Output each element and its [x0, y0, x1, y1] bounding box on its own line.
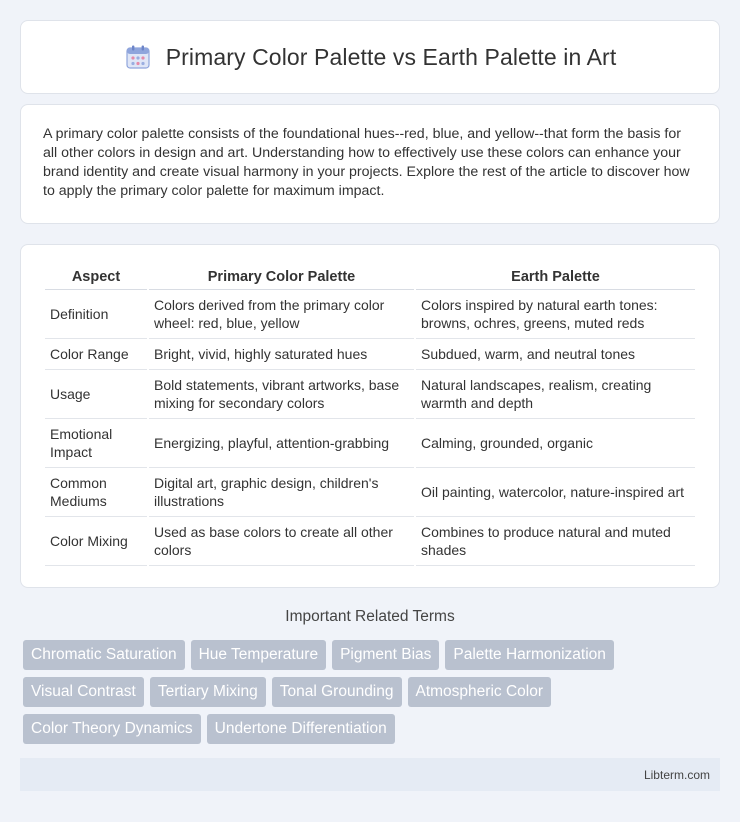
tag-row — [23, 677, 723, 707]
header-card — [20, 20, 720, 94]
table-row — [45, 468, 695, 517]
tag-row — [23, 640, 723, 670]
tag-tertiary-mixing[interactable]: Tertiary Mixing — [150, 677, 266, 707]
table-cell-earth: Colors inspired by natural earth tones: browns, ochres, greens, muted reds — [416, 290, 695, 339]
calendar-icon — [124, 43, 152, 71]
tag-visual-contrast[interactable]: Visual Contrast — [23, 677, 144, 707]
tag-pigment-bias[interactable]: Pigment Bias — [332, 640, 439, 670]
tag-tonal-grounding[interactable]: Tonal Grounding — [272, 677, 402, 707]
table-cell-primary: Bright, vivid, highly saturated hues — [149, 339, 414, 370]
tag-hue-temperature[interactable]: Hue Temperature — [191, 640, 326, 670]
tag-atmospheric-color[interactable]: Atmospheric Color — [408, 677, 552, 707]
tag-row — [23, 714, 723, 744]
table-cell-earth: Subdued, warm, and neutral tones — [416, 339, 695, 370]
table-row — [45, 370, 695, 419]
tag-chromatic-saturation[interactable]: Chromatic Saturation — [23, 640, 185, 670]
tag-undertone-differentiation[interactable]: Undertone Differentiation — [207, 714, 395, 744]
footer-brand-link[interactable]: Libterm.com — [643, 767, 710, 782]
table-cell-aspect: Common Mediums — [45, 468, 147, 517]
table-cell-earth: Natural landscapes, realism, creating warmth and depth — [416, 370, 695, 419]
table-row — [45, 517, 695, 566]
related-terms-title: Important Related Terms — [285, 608, 455, 625]
title-wrap — [124, 43, 617, 71]
comparison-table — [43, 265, 697, 566]
table-cell-aspect: Color Mixing — [45, 517, 147, 566]
table-cell-aspect: Usage — [45, 370, 147, 419]
column-header-earth: Earth Palette — [416, 265, 695, 290]
related-terms-list — [23, 640, 723, 751]
table-cell-primary: Energizing, playful, attention-grabbing — [149, 419, 414, 468]
intro-card — [20, 104, 720, 224]
footer — [20, 758, 720, 791]
table-cell-primary: Used as base colors to create all other colors — [149, 517, 414, 566]
table-cell-aspect: Color Range — [45, 339, 147, 370]
comparison-table-card — [20, 244, 720, 588]
tag-palette-harmonization[interactable]: Palette Harmonization — [445, 640, 614, 670]
column-header-aspect: Aspect — [45, 265, 147, 290]
table-row — [45, 290, 695, 339]
table-cell-earth: Calming, grounded, organic — [416, 419, 695, 468]
table-cell-primary: Digital art, graphic design, children's illustrations — [149, 468, 414, 517]
intro-paragraph: A primary color palette consists of the foundational hues--red, blue, and yellow--that form the basis for all other colors in design and art. Understanding how to effectively use these colors can enhance your brand identity and create visual harmony in your projects. Explore the rest of the article to discover how to apply the primary color palette for maximum impact. — [43, 126, 690, 199]
table-header-row — [45, 265, 695, 290]
table-cell-primary: Colors derived from the primary color wheel: red, blue, yellow — [149, 290, 414, 339]
table-row — [45, 419, 695, 468]
tag-color-theory-dynamics[interactable]: Color Theory Dynamics — [23, 714, 201, 744]
table-cell-earth: Oil painting, watercolor, nature-inspired art — [416, 468, 695, 517]
table-cell-aspect: Emotional Impact — [45, 419, 147, 468]
page-title: Primary Color Palette vs Earth Palette in Art — [165, 43, 617, 70]
column-header-primary: Primary Color Palette — [149, 265, 414, 290]
table-row — [45, 339, 695, 370]
table-cell-earth: Combines to produce natural and muted shades — [416, 517, 695, 566]
table-cell-aspect: Definition — [45, 290, 147, 339]
table-cell-primary: Bold statements, vibrant artworks, base mixing for secondary colors — [149, 370, 414, 419]
